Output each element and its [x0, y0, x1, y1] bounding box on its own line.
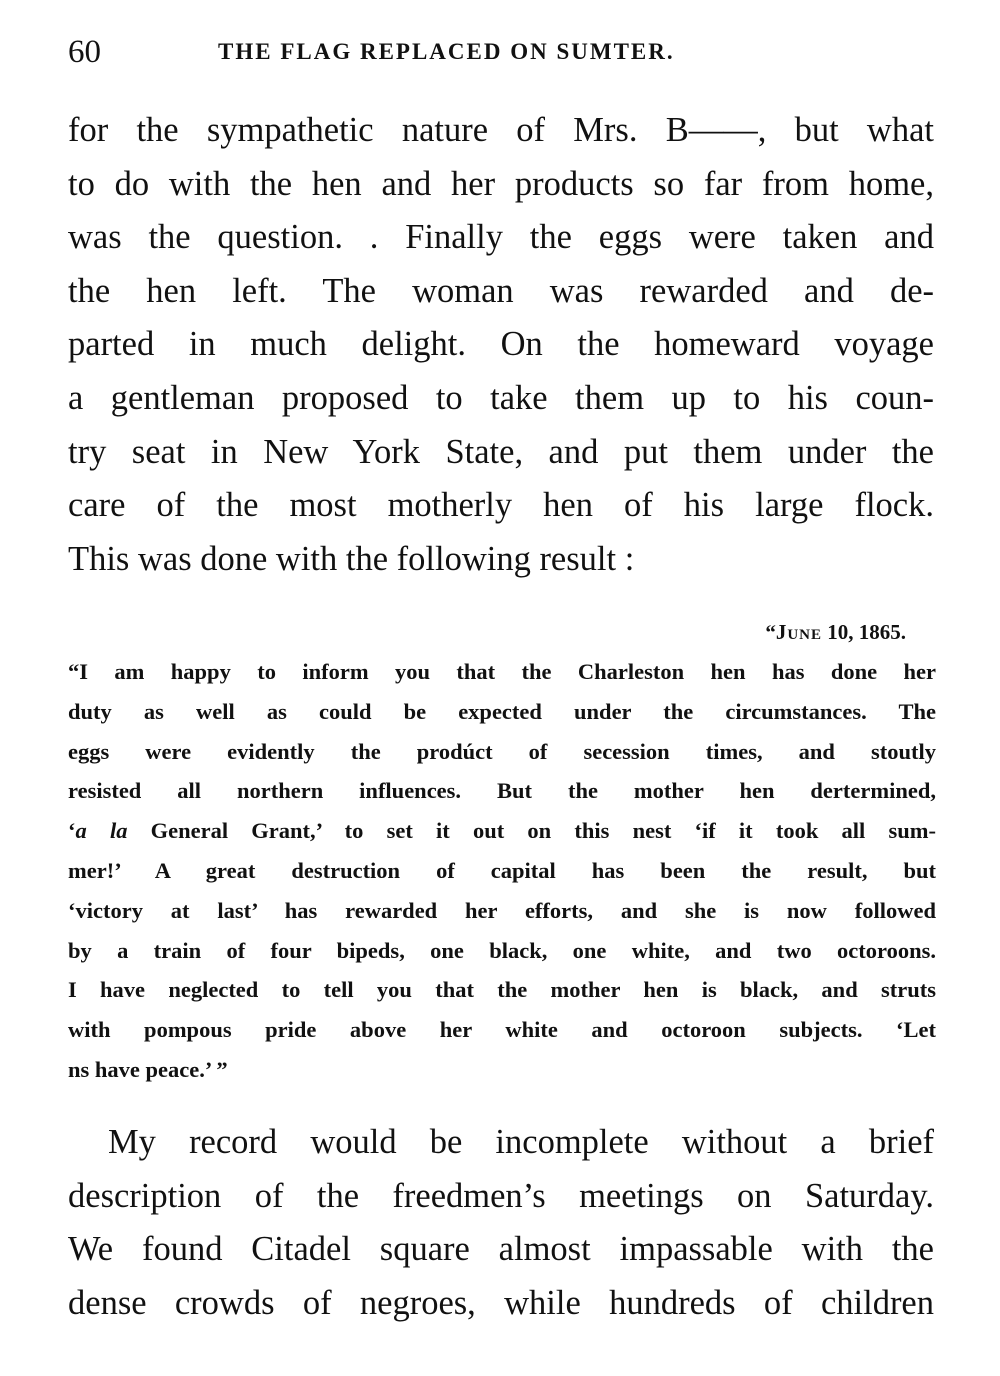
text-line: for the sympathetic nature of Mrs. B——, but what	[68, 111, 934, 149]
date-month: June	[775, 620, 822, 644]
text-line: This was done with the following result :	[68, 539, 635, 578]
text-line: We found Citadel square almost impassable with the	[68, 1230, 934, 1269]
date-open-quote: “	[765, 620, 776, 644]
page-header	[68, 32, 934, 76]
body-paragraph-1	[68, 104, 934, 586]
letter-line: by a train of four bipeds, one black, one white, and two octoroons.	[68, 937, 936, 963]
letter-line: resisted all northern influences. But the mother hen dertermined,	[68, 778, 936, 804]
letter-line: “I am happy to inform you that the Charleston hen has done her	[68, 659, 936, 684]
quote-mark: ‘	[68, 818, 76, 844]
text-line: dense crowds of negroes, while hundreds of children	[68, 1283, 934, 1322]
letter-line: with pompous pride above her white and octoroon subjects. ‘Let	[68, 1017, 936, 1043]
text-line: My record would be incomplete without a brief	[108, 1123, 934, 1161]
letter-line: ‘victory at last’ has rewarded her efforts, and she is now followed	[68, 897, 936, 923]
text-line: parted in much delight. On the homeward voyage	[68, 325, 934, 364]
text-line: a gentleman proposed to take them up to his coun-	[68, 378, 934, 417]
letter-date	[765, 620, 906, 645]
quoted-letter	[68, 652, 936, 1090]
letter-line: eggs were evidently the prodúct of secession times, and stoutly	[68, 738, 936, 764]
letter-line: duty as well as could be expected under the circumstances. The	[68, 698, 936, 724]
text-line: try seat in New York State, and put them under the	[68, 432, 934, 471]
running-head: THE FLAG REPLACED ON SUMTER.	[218, 39, 675, 64]
text-line: care of the most motherly hen of his large flock.	[68, 486, 934, 525]
italic-phrase: a la	[75, 818, 128, 844]
letter-line: mer!’ A great destruction of capital has been the result, but	[68, 857, 936, 883]
text-line: was the question. . Finally the eggs were taken and	[68, 218, 934, 257]
letter-line: I have neglected to tell you that the mother hen is black, and struts	[68, 977, 936, 1003]
text-line: description of the freedmen’s meetings on Saturday.	[68, 1176, 934, 1215]
letter-line	[68, 811, 936, 851]
text-line: the hen left. The woman was rewarded and de-	[68, 271, 934, 310]
page-number: 60	[68, 34, 101, 70]
letter-line: ns have peace.’ ”	[68, 1056, 228, 1082]
text-line: to do with the hen and her products so far from home,	[68, 164, 934, 203]
line-rest: General Grant,’ to set it out on this nest ‘if it took all sum-	[127, 818, 936, 844]
body-paragraph-2	[68, 1116, 934, 1330]
date-rest: 10, 1865.	[822, 620, 906, 644]
